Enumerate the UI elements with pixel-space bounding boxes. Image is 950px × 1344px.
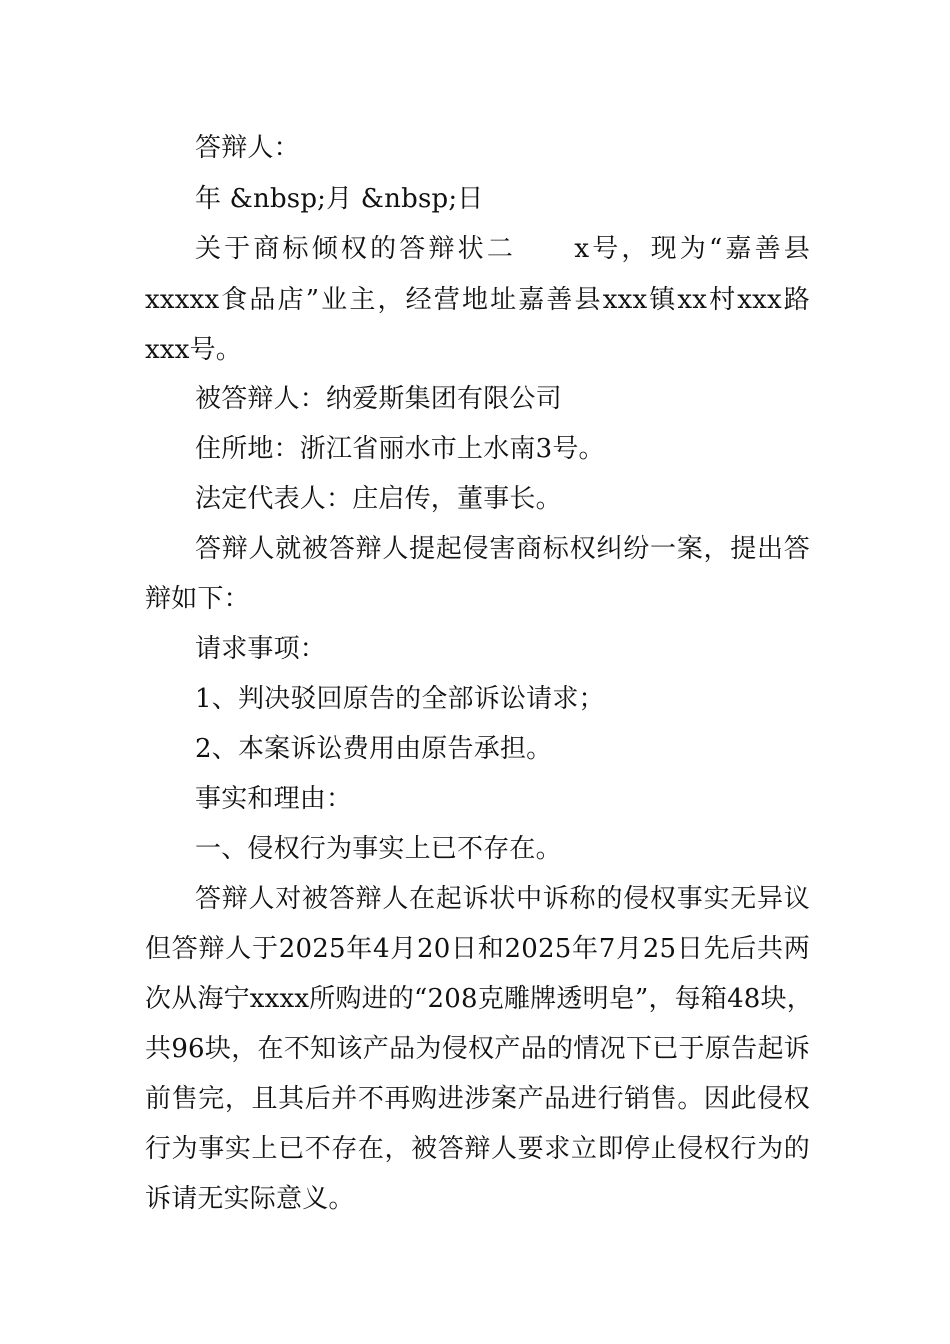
body-paragraph-line-end: 诉请无实际意义。 [145,1184,355,1214]
body-paragraph-line: 次从海宁xxxx所购进的“208克雕牌透明皂”，每箱48块， [145,984,813,1014]
claims-heading: 请求事项： [195,634,327,664]
respondent-info-line: xxxxx食品店”业主，经营地址嘉善县xxx镇xx村xxx路 [145,285,810,315]
body-paragraph-line: 前售完，且其后并不再购进涉案产品进行销售。因此侵权 [145,1084,810,1114]
claim-item-1: 1、判决驳回原告的全部诉讼请求； [195,684,605,714]
address-line: 住所地：浙江省丽水市上水南3号。 [195,434,605,464]
facts-heading: 事实和理由： [195,784,353,814]
claim-item-2: 2、本案诉讼费用由原告承担。 [195,734,553,764]
defendant-line: 被答辩人：纳爱斯集团有限公司 [195,384,562,414]
body-paragraph-line: 共96块，在不知该产品为侵权产品的情况下已于原告起诉 [145,1034,810,1064]
body-paragraph-line: 行为事实上已不存在，被答辩人要求立即停止侵权行为的 [145,1134,810,1164]
document-title-line: 关于商标倾权的答辩状二 x号，现为“嘉善县 [195,234,810,264]
date-line: 年 &nbsp;月 &nbsp;日 [195,184,484,214]
body-paragraph-line: 但答辩人于2025年4月20日和2025年7月25日先后共两 [145,934,810,964]
section-heading-1: 一、侵权行为事实上已不存在。 [195,834,562,864]
intro-paragraph-line: 答辩人就被答辩人提起侵害商标权纠纷一案，提出答 [195,534,810,564]
legal-rep-line: 法定代表人：庄启传，董事长。 [195,484,562,514]
respondent-info-line-end: xxx号。 [145,335,242,365]
respondent-signature-label: 答辩人： [195,133,300,163]
intro-paragraph-line-end: 辩如下： [145,584,250,614]
body-paragraph-line: 答辩人对被答辩人在起诉状中诉称的侵权事实无异议 [195,884,810,914]
